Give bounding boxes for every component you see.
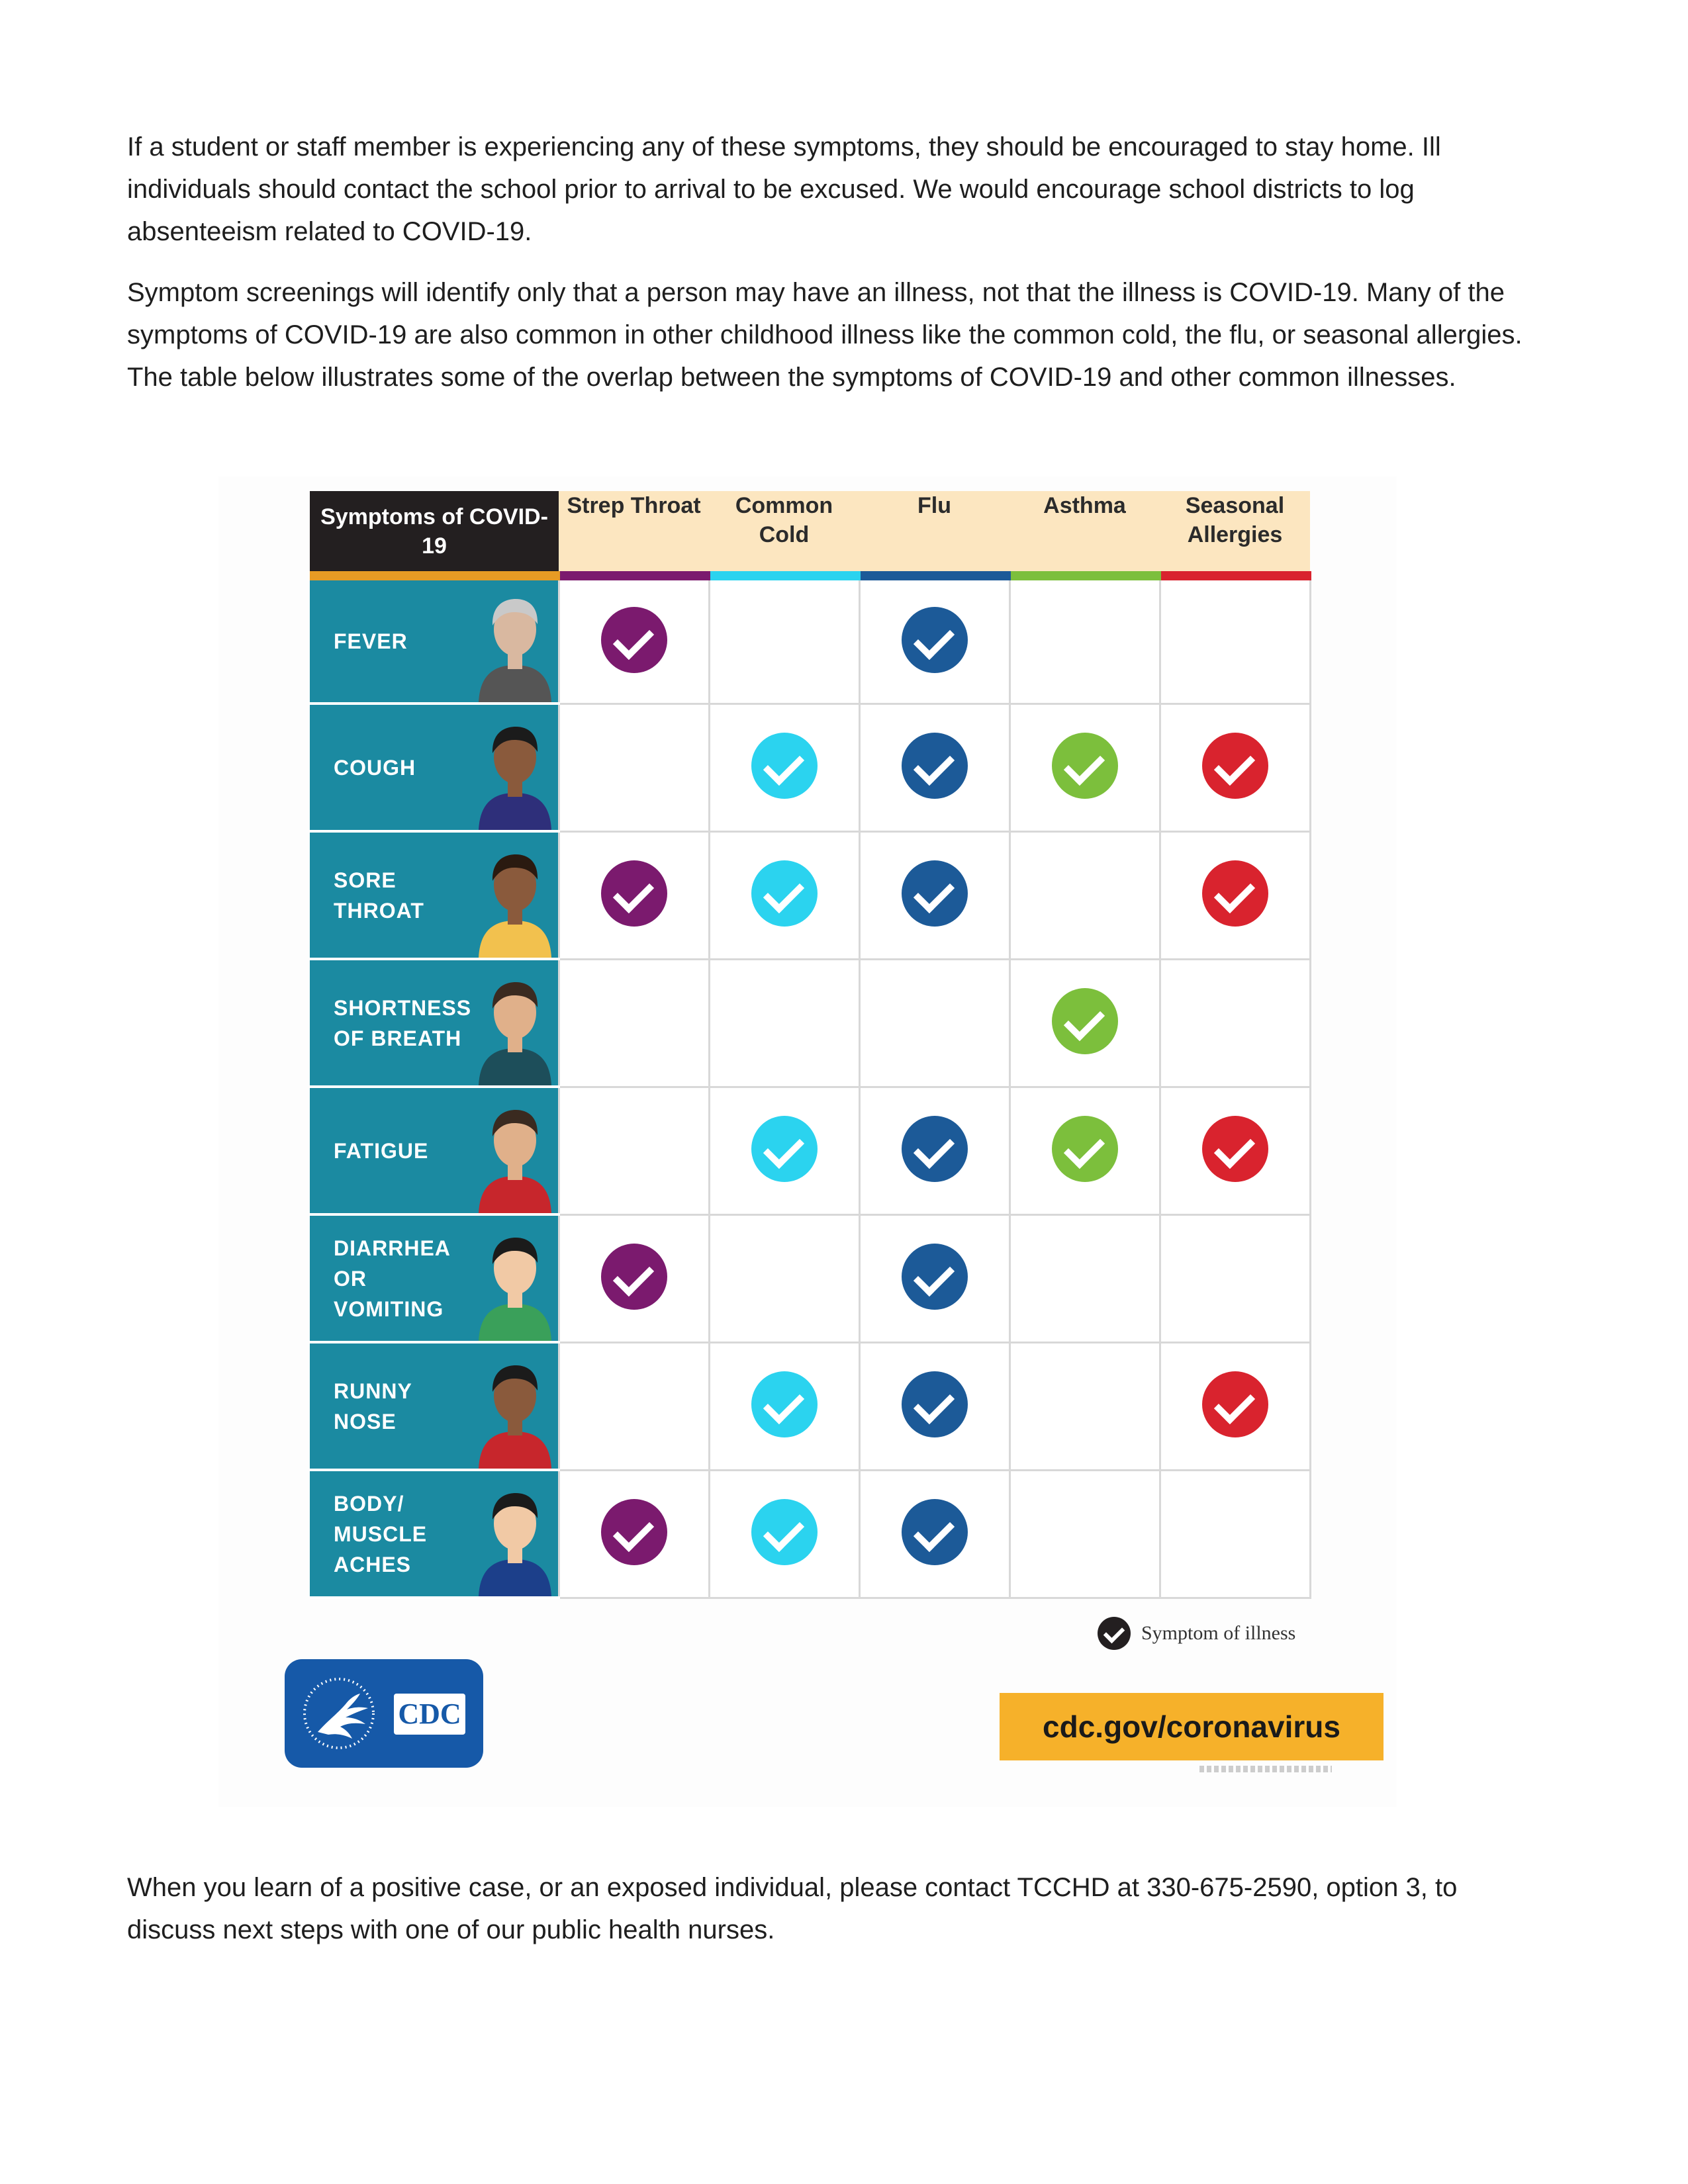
contact-paragraph: When you learn of a positive case, or an exposed individual, please contact TCCHD at 330-675-2590, option 3, to discuss next steps with one of our public health nurses.	[127, 1873, 1458, 1944]
cdc-url-banner: cdc.gov/coronavirus	[1000, 1693, 1383, 1760]
table-cell	[709, 1214, 859, 1342]
table-cell	[1160, 1214, 1310, 1342]
table-cell	[709, 1470, 859, 1598]
table-cell	[1009, 704, 1160, 831]
table-row	[310, 959, 1310, 1087]
checkmark-icon	[751, 1499, 818, 1565]
checkmark-icon	[902, 1116, 968, 1182]
checkmark-icon	[902, 860, 968, 927]
checkmark-icon	[902, 1371, 968, 1437]
table-cell	[859, 576, 1009, 704]
person-with-inhaler-icon	[472, 966, 558, 1085]
table-cell	[1009, 1342, 1160, 1470]
symptom-row-header	[310, 1470, 559, 1598]
checkmark-icon	[1052, 988, 1118, 1054]
cdc-logo-text: CDC	[394, 1694, 465, 1735]
checkmark-icon	[902, 733, 968, 799]
document-code	[1199, 1766, 1332, 1772]
illness-column-header: Strep Throat	[559, 491, 709, 576]
symptom-label: SHORTNESS OF BREATH	[334, 995, 472, 1050]
table-cell	[559, 1470, 709, 1598]
table-cell	[859, 1214, 1009, 1342]
table-cell	[559, 1214, 709, 1342]
person-holding-throat-icon	[472, 839, 558, 958]
person-with-thermometer-icon	[472, 583, 558, 702]
legend	[1098, 1615, 1295, 1652]
person-holding-shoulder-icon	[472, 1477, 558, 1596]
table-cell	[859, 959, 1009, 1087]
hhs-eagle-icon	[299, 1674, 385, 1753]
person-with-tissue-icon	[472, 1349, 558, 1469]
intro-paragraph: If a student or staff member is experiencing any of these symptoms, they should be encouraged to stay home. Ill individuals should contact the school prior to arrival to be excused. We would encourage school districts to log absenteeism related to COVID-19.	[127, 132, 1441, 246]
symptom-label: COUGH	[334, 755, 416, 780]
table-cell	[559, 1342, 709, 1470]
screening-paragraph: Symptom screenings will identify only that a person may have an illness, not that the illness is COVID-19. Many of the symptoms of COVID-19 are also common in other childhood illness like the common cold, the flu, or seasonal allergies. The table below illustrates some of the overlap between the symptoms of COVID-19 and other common illnesses.	[127, 278, 1523, 392]
table-cell	[1160, 576, 1310, 704]
table-cell	[859, 1470, 1009, 1598]
symptom-label: FATIGUE	[334, 1138, 429, 1163]
legend-label: Symptom of illness	[1141, 1622, 1296, 1644]
table-row	[310, 1087, 1310, 1214]
cdc-logo	[285, 1659, 483, 1768]
table-cell	[859, 1342, 1009, 1470]
table-cell	[1009, 1470, 1160, 1598]
person-coughing-icon	[472, 711, 558, 830]
table-cell	[709, 831, 859, 959]
checkmark-icon	[751, 860, 818, 927]
symptom-label: SORE THROAT	[334, 868, 424, 923]
table-cell	[1160, 1087, 1310, 1214]
symptom-label: DIARRHEA OR VOMITING	[334, 1236, 451, 1321]
symptom-row-header	[310, 959, 559, 1087]
checkmark-icon	[1202, 860, 1268, 927]
checkmark-icon	[601, 1499, 667, 1565]
checkmark-icon	[751, 1371, 818, 1437]
checkmark-icon	[902, 1244, 968, 1310]
checkmark-icon	[902, 607, 968, 673]
table-cell	[709, 1087, 859, 1214]
checkmark-icon	[1202, 1116, 1268, 1182]
checkmark-icon	[751, 1116, 818, 1182]
table-cell	[1009, 831, 1160, 959]
checkmark-icon	[1098, 1617, 1131, 1650]
symptom-row-header	[310, 576, 559, 704]
symptom-row-header	[310, 1214, 559, 1342]
symptom-label: FEVER	[334, 629, 408, 653]
symptom-label: RUNNY NOSE	[334, 1379, 412, 1433]
table-row	[310, 1470, 1310, 1598]
table-cell	[859, 831, 1009, 959]
symptom-row-header	[310, 704, 559, 831]
table-row	[310, 831, 1310, 959]
illness-column-header: Common Cold	[709, 491, 859, 576]
table-cell	[859, 1087, 1009, 1214]
table-cell	[559, 1087, 709, 1214]
table-cell	[1009, 1214, 1160, 1342]
symptoms-column-header: Symptoms of COVID-19	[310, 491, 559, 576]
symptom-row-header	[310, 831, 559, 959]
table-cell	[1160, 1342, 1310, 1470]
table-cell	[1009, 959, 1160, 1087]
person-with-toilet-icon	[472, 1222, 558, 1341]
checkmark-icon	[1052, 733, 1118, 799]
table-cell	[559, 831, 709, 959]
checkmark-icon	[902, 1499, 968, 1565]
table-cell	[1009, 576, 1160, 704]
table-row	[310, 1214, 1310, 1342]
table-cell	[709, 704, 859, 831]
table-cell	[559, 576, 709, 704]
table-cell	[709, 576, 859, 704]
table-cell	[709, 959, 859, 1087]
table-cell	[1160, 959, 1310, 1087]
table-row	[310, 576, 1310, 704]
symptom-comparison-table	[310, 491, 1311, 1599]
checkmark-icon	[601, 1244, 667, 1310]
symptom-label: BODY/ MUSCLE ACHES	[334, 1491, 428, 1576]
table-cell	[709, 1342, 859, 1470]
checkmark-icon	[1202, 1371, 1268, 1437]
symptom-row-header	[310, 1087, 559, 1214]
table-row	[310, 704, 1310, 831]
checkmark-icon	[751, 733, 818, 799]
table-cell	[859, 704, 1009, 831]
table-row	[310, 1342, 1310, 1470]
illness-column-header: Asthma	[1009, 491, 1160, 576]
checkmark-icon	[1202, 733, 1268, 799]
table-cell	[1160, 1470, 1310, 1598]
table-cell	[1009, 1087, 1160, 1214]
table-cell	[559, 959, 709, 1087]
tired-person-icon	[472, 1094, 558, 1213]
illness-column-header: Seasonal Allergies	[1160, 491, 1310, 576]
checkmark-icon	[1052, 1116, 1118, 1182]
illness-column-header: Flu	[859, 491, 1009, 576]
checkmark-icon	[601, 860, 667, 927]
table-cell	[1160, 704, 1310, 831]
symptom-row-header	[310, 1342, 559, 1470]
checkmark-icon	[601, 607, 667, 673]
table-cell	[559, 704, 709, 831]
table-cell	[1160, 831, 1310, 959]
table-header-row	[310, 491, 1310, 576]
